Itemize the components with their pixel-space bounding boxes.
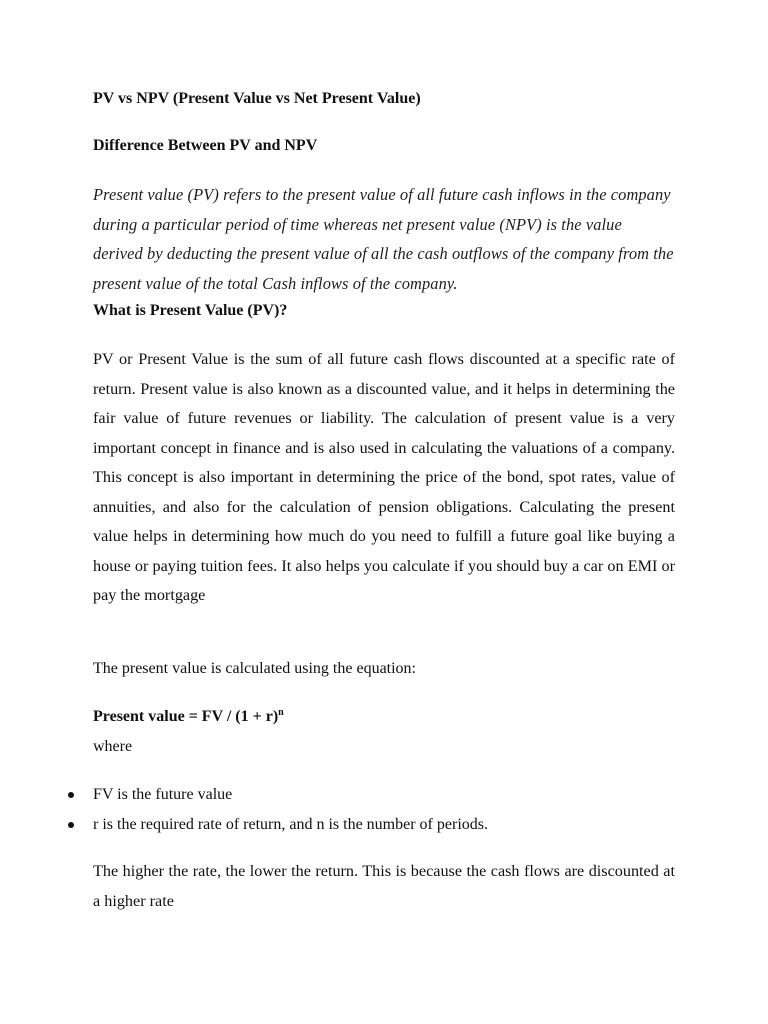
- formula-text: Present value = FV / (1 + r): [93, 708, 279, 725]
- section-title-difference: Difference Between PV and NPV: [93, 137, 318, 154]
- document-title: PV vs NPV (Present Value vs Net Present Value): [93, 90, 421, 107]
- where-label: where: [93, 738, 133, 755]
- variable-definitions-list: [0, 783, 680, 843]
- formula-exponent: n: [278, 707, 284, 718]
- equation-intro: The present value is calculated using the equation:: [93, 660, 416, 677]
- intro-paragraph: Present value (PV) refers to the present value of all future cash inflows in the company during a particular period of time whereas net present value (NPV) is the value derived by deducting the present value of all the cash outflows of the company from the present value of the total Cash inflows of the company.: [93, 185, 674, 293]
- pv-definition-paragraph: PV or Present Value is the sum of all future cash flows discounted at a specific rate of return. Present value is also known as a discounted value, and it helps in determining the fair value of future revenues or liability. The calculation of present value is a very important concept in finance and is also used in calculating the valuations of a company. This concept is also important in determining the price of the bond, spot rates, value of annuities, and also for the calculation of pension obligations. Calculating the present value helps in determining how much do you need to fulfill a future goal like buying a house or paying tuition fees. It also helps you calculate if you should buy a car on EMI or pay the mortgage: [93, 350, 675, 604]
- list-item-text: r is the required rate of return, and n is the number of periods.: [93, 816, 488, 833]
- bullet-icon: [68, 822, 74, 828]
- list-item: [0, 783, 680, 813]
- closing-paragraph: The higher the rate, the lower the return. This is because the cash flows are discounted at a higher rate: [93, 862, 675, 910]
- pv-formula: [93, 705, 675, 729]
- bullet-icon: [68, 792, 74, 798]
- list-item-text: FV is the future value: [93, 786, 233, 803]
- section-heading-what-is-pv: What is Present Value (PV)?: [93, 302, 288, 319]
- list-item: [0, 813, 680, 843]
